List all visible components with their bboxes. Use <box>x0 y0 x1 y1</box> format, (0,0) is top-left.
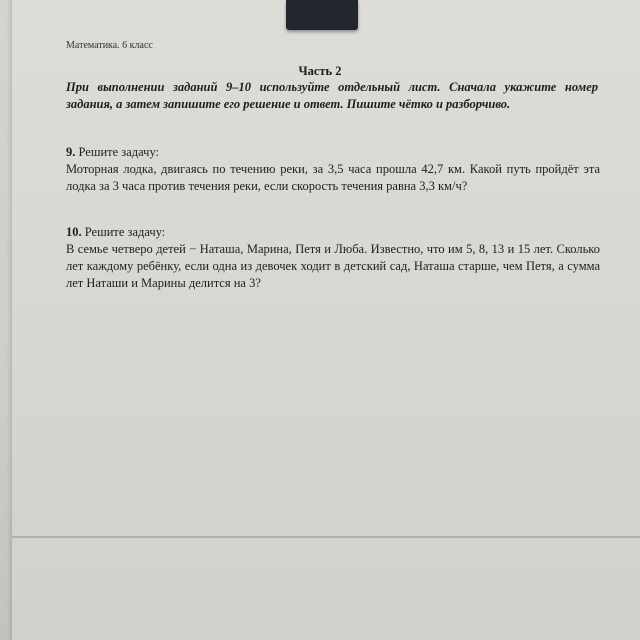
document-header: Математика. 6 класс <box>66 40 153 51</box>
part-title: Часть 2 <box>298 64 342 78</box>
task-9 <box>66 144 600 195</box>
task-heading <box>66 224 600 241</box>
task-10 <box>66 224 600 292</box>
binder-clip <box>286 0 358 30</box>
paper-fold-line <box>12 536 640 538</box>
task-text: Моторная лодка, двигаясь по течению реки, за 3,5 часа прошла 42,7 км. Какой путь пройдёт эта лодка за 3 часа против течения реки, если скорость течения равна 3,3 км/ч? <box>66 162 600 193</box>
task-heading <box>66 144 600 161</box>
task-number: 9. <box>66 145 76 159</box>
task-prompt: Решите задачу: <box>84 225 166 239</box>
task-number: 10. <box>66 225 82 239</box>
task-prompt: Решите задачу: <box>78 145 160 159</box>
instruction-text: При выполнении заданий 9–10 используйте отдельный лист. Сначала укажите номер задания, а затем запишите его решение и ответ. Пишите чётко и разборчиво. <box>66 80 598 111</box>
task-text: В семье четверо детей − Наташа, Марина, Петя и Люба. Известно, что им 5, 8, 13 и 15 лет. Сколько лет каждому ребёнку, если одна из девочек ходит в детский сад, Наташа старше, чем Петя, а сумма лет Наташи и Марины делится на 3? <box>66 242 600 290</box>
